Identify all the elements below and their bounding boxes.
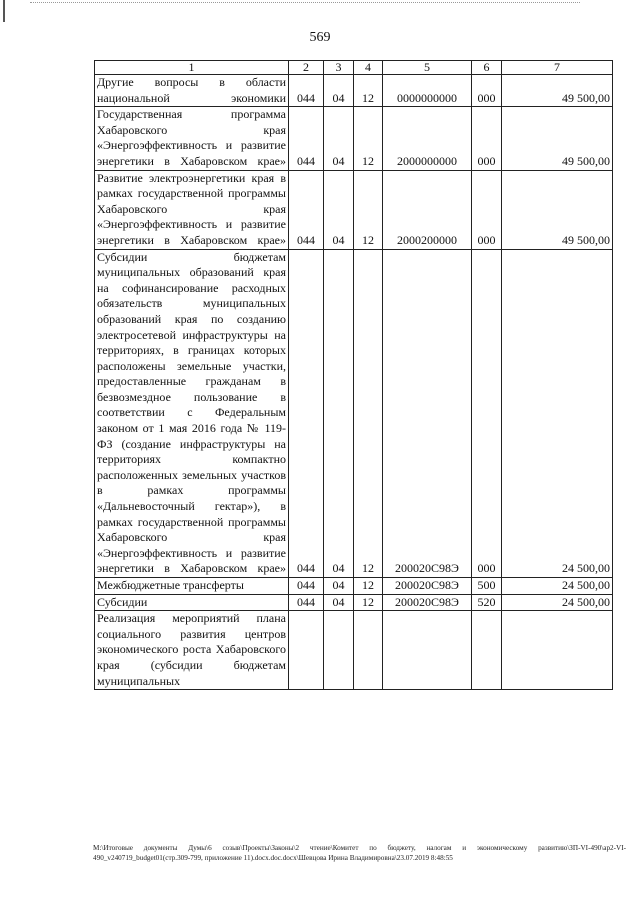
cell-col5: 2000000000 xyxy=(383,107,472,170)
cell-col4: 12 xyxy=(354,249,383,577)
table-row xyxy=(95,249,613,577)
cell-col6: 000 xyxy=(472,107,502,170)
cell-col4: 12 xyxy=(354,578,383,595)
row-name: Государственная программа Хабаровского края «Энергоэффективность и развитие энергетики в Хабаровском крае» xyxy=(95,107,289,170)
budget-table xyxy=(94,60,613,690)
document-footer-path: M:\Итоговые документы Думы\6 созыв\Проекты\Законы\2 чтение\Комитет по бюджету, налогам и экономическому развитию\ЗП-VI-490\ар2-VI-490_v240719_budget01(стр.309-799, приложение 11).docx.doc.docx\Шевцова Ирина Владимировна\23.07.2019 8:48:55 xyxy=(93,844,626,862)
cell-col2: 044 xyxy=(289,170,324,249)
row-name: Реализация мероприятий плана социального развития центров экономического роста Хабаровского края (субсидии бюджетам муниципальных xyxy=(95,611,289,690)
cell-col6: 520 xyxy=(472,594,502,611)
cell-col2: 044 xyxy=(289,249,324,577)
cell-col6: 500 xyxy=(472,578,502,595)
cell-col3: 04 xyxy=(324,107,354,170)
cell-col2: 044 xyxy=(289,594,324,611)
table-row xyxy=(95,170,613,249)
cell-col7-amount: 49 500,00 xyxy=(502,75,613,107)
cell-col5: 200020С98Э xyxy=(383,578,472,595)
cell-col7-amount: 24 500,00 xyxy=(502,594,613,611)
top-scan-rule xyxy=(30,2,580,3)
cell-col3: 04 xyxy=(324,249,354,577)
col-header-4: 4 xyxy=(354,61,383,75)
cell-col2: 044 xyxy=(289,75,324,107)
col-header-3: 3 xyxy=(324,61,354,75)
row-name: Развитие электроэнергетики края в рамках государственной программы Хабаровского края «Энергоэффективность и развитие энергетики в Хабаровском крае» xyxy=(95,170,289,249)
cell-col3: 04 xyxy=(324,75,354,107)
cell-col3: 04 xyxy=(324,594,354,611)
cell-col6: 000 xyxy=(472,249,502,577)
table-row xyxy=(95,611,613,690)
table-row xyxy=(95,594,613,611)
header-row xyxy=(95,61,613,75)
cell-col4 xyxy=(354,611,383,690)
cell-col5: 200020С98Э xyxy=(383,249,472,577)
cell-col4: 12 xyxy=(354,75,383,107)
cell-col5: 200020С98Э xyxy=(383,594,472,611)
cell-col4: 12 xyxy=(354,107,383,170)
cell-col4: 12 xyxy=(354,170,383,249)
left-scan-mark xyxy=(3,0,5,22)
cell-col5: 0000000000 xyxy=(383,75,472,107)
cell-col2: 044 xyxy=(289,578,324,595)
page-number: 569 xyxy=(309,30,331,45)
cell-col6 xyxy=(472,611,502,690)
cell-col3 xyxy=(324,611,354,690)
cell-col7-amount: 49 500,00 xyxy=(502,170,613,249)
cell-col7-amount: 24 500,00 xyxy=(502,578,613,595)
cell-col7-amount: 24 500,00 xyxy=(502,249,613,577)
row-name: Другие вопросы в области национальной экономики xyxy=(95,75,289,107)
table-row xyxy=(95,107,613,170)
row-name: Субсидии бюджетам муниципальных образований края на софинансирование расходных обязательств муниципальных образований края по созданию электросетевой инфраструктуры на территориях, в границах которых расположены земельные участки, предоставленные гражданам в безвозмездное пользование в соответствии с Федеральным законом от 1 мая 2016 года № 119-ФЗ (создание инфраструктуры на территориях компактно расположенных земельных участков в рамках программы «Дальневосточный гектар»), в рамках государственной программы Хабаровского края «Энергоэффективность и развитие энергетики в Хабаровском крае» xyxy=(95,249,289,577)
table-row xyxy=(95,578,613,595)
cell-col6: 000 xyxy=(472,170,502,249)
col-header-6: 6 xyxy=(472,61,502,75)
cell-col7-amount xyxy=(502,611,613,690)
table-row xyxy=(95,75,613,107)
col-header-1: 1 xyxy=(95,61,289,75)
cell-col3: 04 xyxy=(324,578,354,595)
col-header-5: 5 xyxy=(383,61,472,75)
col-header-2: 2 xyxy=(289,61,324,75)
cell-col3: 04 xyxy=(324,170,354,249)
cell-col2: 044 xyxy=(289,107,324,170)
cell-col5: 2000200000 xyxy=(383,170,472,249)
col-header-7: 7 xyxy=(502,61,613,75)
cell-col5 xyxy=(383,611,472,690)
cell-col6: 000 xyxy=(472,75,502,107)
row-name: Межбюджетные трансферты xyxy=(95,578,289,595)
cell-col7-amount: 49 500,00 xyxy=(502,107,613,170)
row-name: Субсидии xyxy=(95,594,289,611)
cell-col4: 12 xyxy=(354,594,383,611)
cell-col2 xyxy=(289,611,324,690)
